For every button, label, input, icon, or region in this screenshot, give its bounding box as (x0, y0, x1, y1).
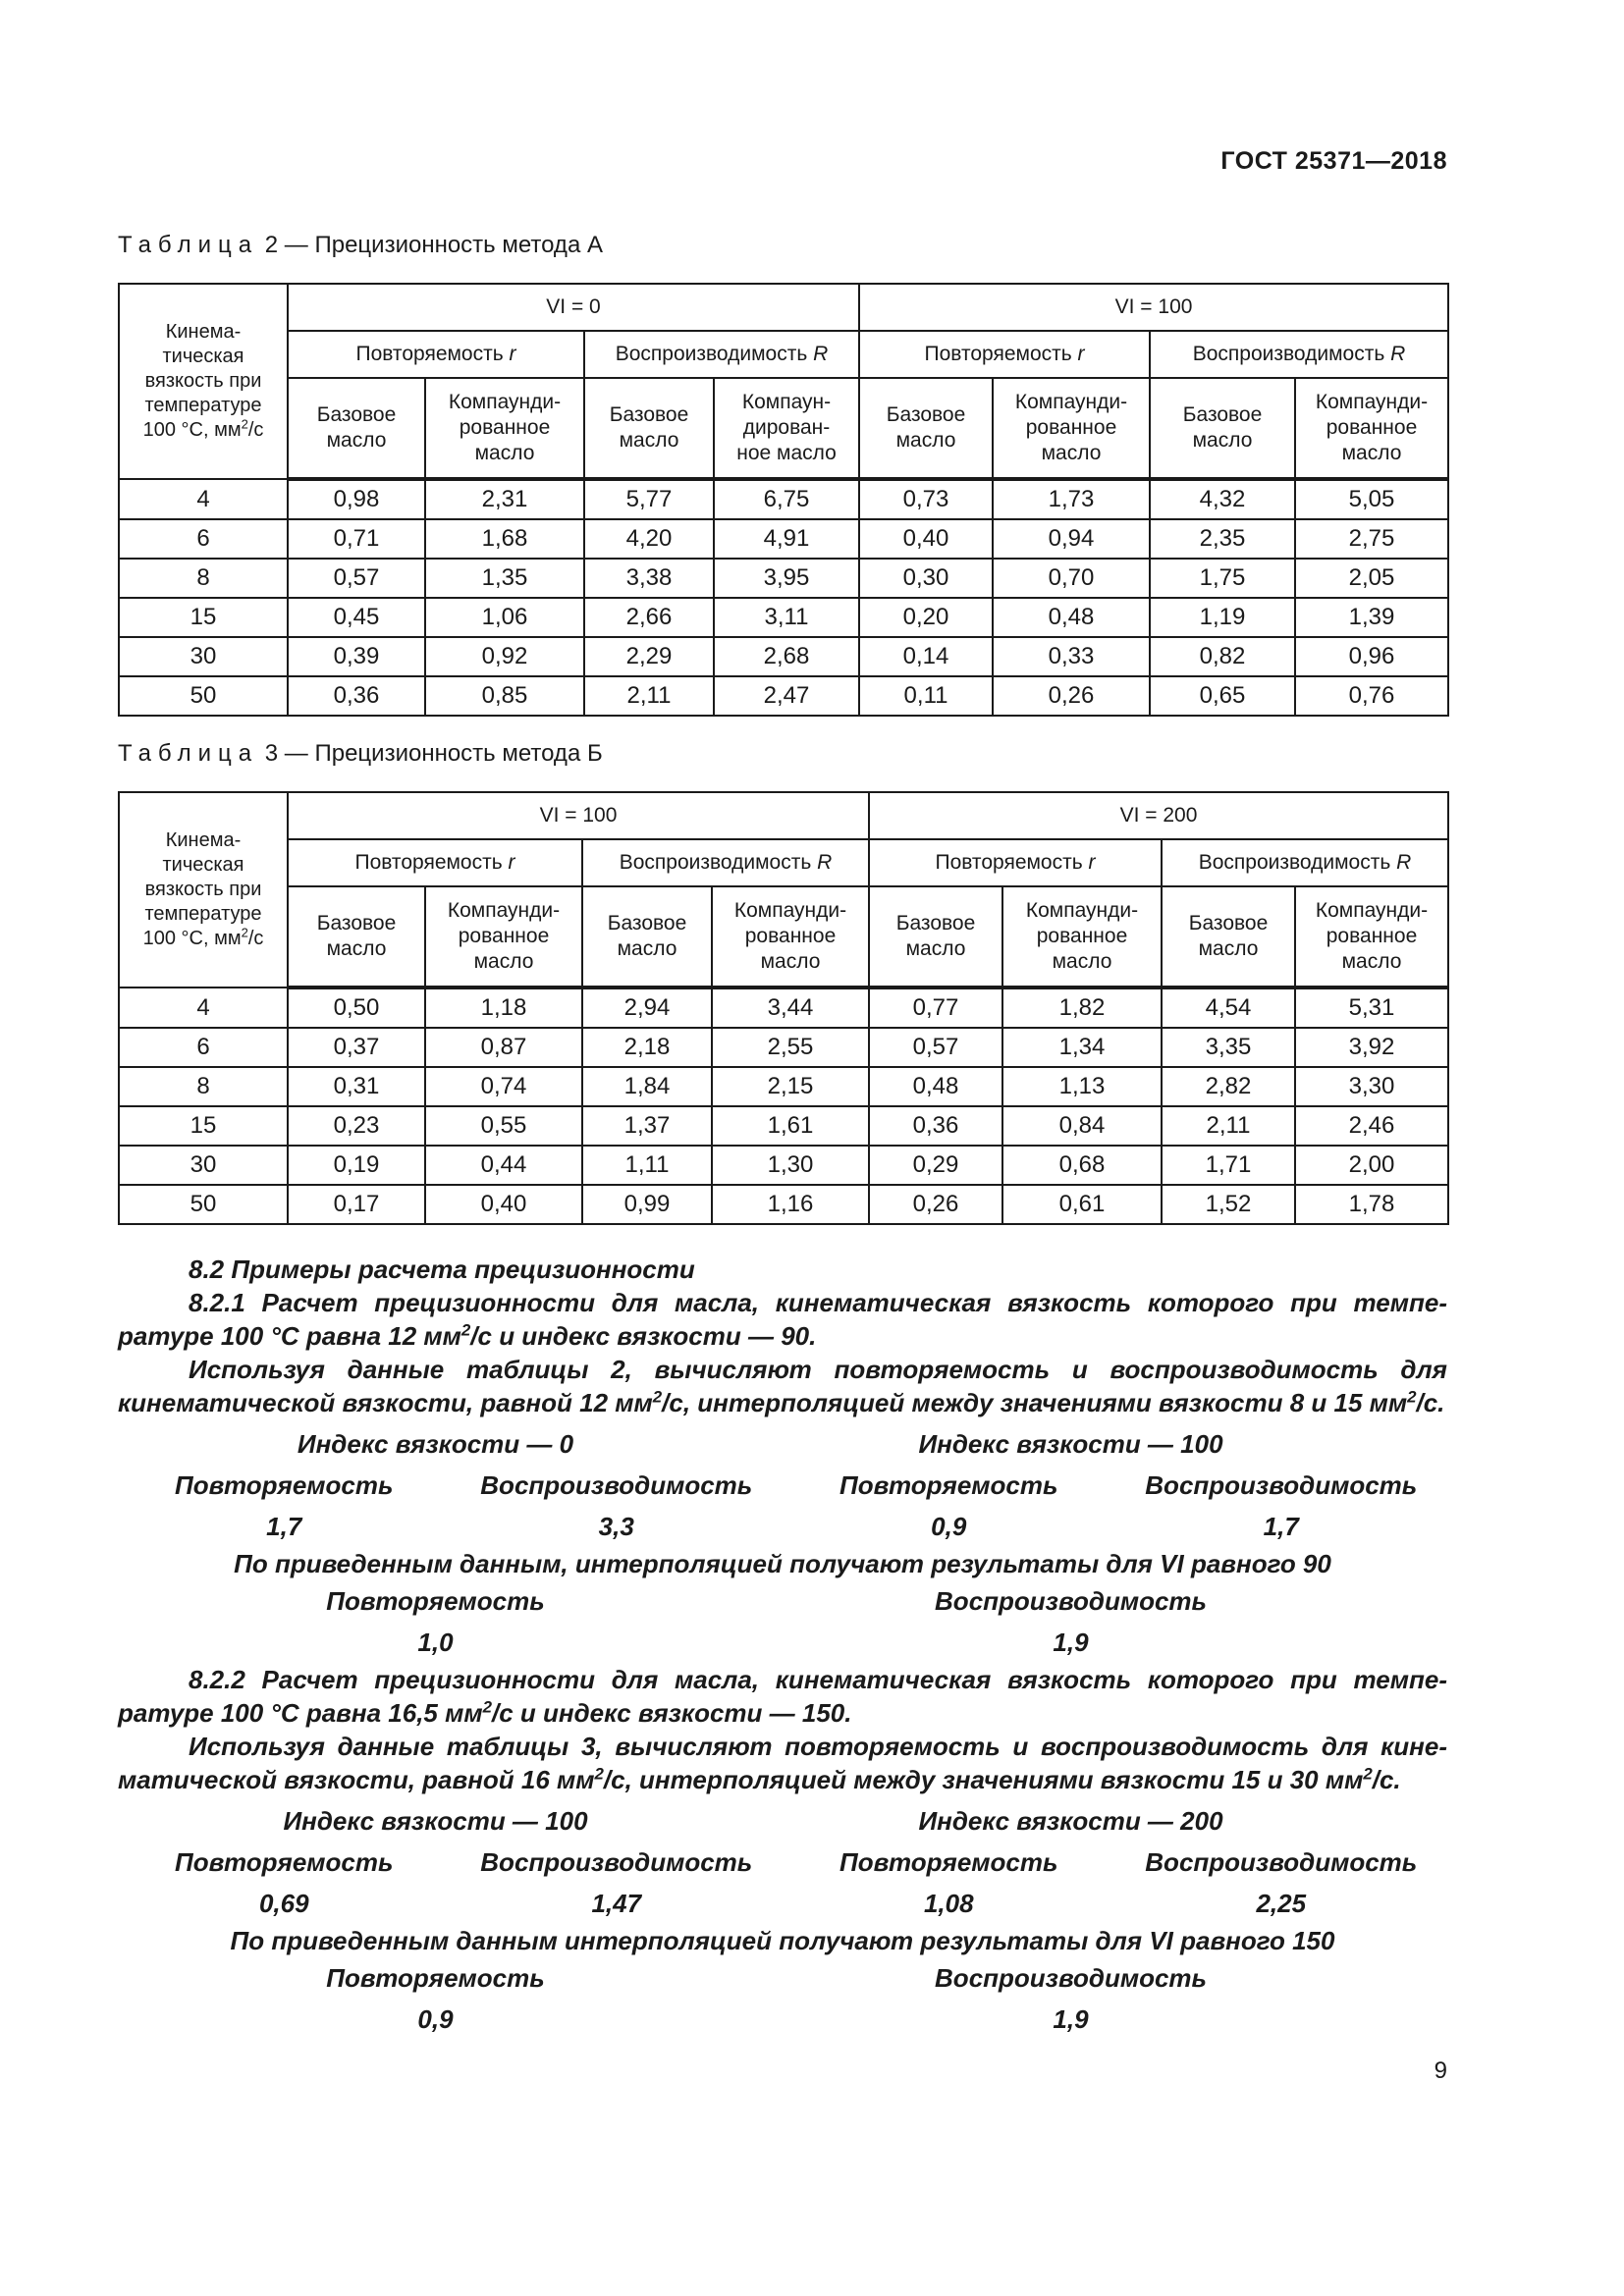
value-cell: 0,37 (288, 1028, 425, 1067)
section-8-2 (118, 1253, 1447, 2036)
s2-result-values (118, 2002, 1447, 2036)
table-row (119, 1146, 1448, 1185)
table3-col-compound: Компаунди- рованное масло (1002, 886, 1162, 988)
table2-body (119, 479, 1448, 716)
table2-repro-right: Воспроизводимость R (1150, 331, 1448, 378)
value-cell: 2,35 (1150, 519, 1295, 559)
value-cell: 1,19 (1150, 598, 1295, 637)
s2-label: Повторяемость (839, 1847, 1058, 1877)
viscosity-cell: 4 (119, 988, 288, 1028)
table2-col-base: Базовое масло (1150, 378, 1295, 479)
table3-body (119, 988, 1448, 1224)
s2-result-value: 1,9 (1053, 2004, 1089, 2034)
s1-label: Воспроизводимость (480, 1470, 753, 1500)
value-cell: 0,57 (288, 559, 425, 598)
value-cell: 0,45 (288, 598, 425, 637)
value-cell: 0,73 (859, 479, 993, 519)
value-cell: 4,54 (1162, 988, 1295, 1028)
table2-col-compound: Компаунди- рованное масло (425, 378, 584, 479)
s1-values-row (118, 1510, 1447, 1543)
table-row (119, 676, 1448, 716)
value-cell: 1,37 (582, 1106, 712, 1146)
table3-caption-text: 3 — Прецизионность метода Б (264, 740, 603, 767)
table-row (119, 598, 1448, 637)
value-cell: 1,18 (425, 988, 582, 1028)
s1-result-label: Воспроизводимость (935, 1586, 1207, 1616)
s2-value: 1,08 (923, 1889, 974, 1918)
table-row (119, 1185, 1448, 1224)
s2-result-label: Повторяемость (326, 1963, 545, 1993)
section-heading: 8.2 Примеры расчета прецизионности (189, 1255, 695, 1284)
value-cell: 1,52 (1162, 1185, 1295, 1224)
table2-vi-right: VI = 100 (859, 284, 1448, 331)
viscosity-cell: 30 (119, 637, 288, 676)
s2-value: 1,47 (591, 1889, 642, 1918)
value-cell: 1,78 (1295, 1185, 1448, 1224)
value-cell: 0,84 (1002, 1106, 1162, 1146)
table3-col-compound: Компаунди- рованное масло (425, 886, 582, 988)
value-cell: 0,71 (288, 519, 425, 559)
viscosity-cell: 8 (119, 559, 288, 598)
value-cell: 2,68 (714, 637, 859, 676)
subsection-8-2-2-text: Используя данные таблицы 3, вычисляют повторяемость и воспроизводимость для кине-матической вязкости, равной 16 $мм^2/с$, интерполяцией между значениями вязкости 15 и 30 $мм^2/с$. (118, 1732, 1447, 1794)
value-cell: 0,74 (425, 1067, 582, 1106)
table3-col-base: Базовое масло (869, 886, 1002, 988)
value-cell: 1,11 (582, 1146, 712, 1185)
viscosity-cell: 6 (119, 1028, 288, 1067)
value-cell: 2,31 (425, 479, 584, 519)
table3-rep-right: Повторяемость r (869, 839, 1162, 886)
s1-result-value: 1,0 (417, 1628, 454, 1657)
table3-col-base: Базовое масло (582, 886, 712, 988)
s1-value: 0,9 (931, 1512, 967, 1541)
s2-vi-row (118, 1804, 1447, 1838)
table3-vi-right: VI = 200 (869, 792, 1448, 839)
value-cell: 2,94 (582, 988, 712, 1028)
value-cell: 0,96 (1295, 637, 1448, 676)
s1-result-line: По приведенным данным, интерполяцией получают результаты для VI равного 90 (234, 1549, 1331, 1578)
value-cell: 3,95 (714, 559, 859, 598)
table3 (118, 791, 1449, 1225)
subsection-8-2-2-title: 8.2.2 Расчет прецизионности для масла, кинематическая вязкость которого при темпе-ратуре 100 °С равна 16,5 $мм^2/с$ и индекс вязкости — 150. (118, 1665, 1447, 1728)
value-cell: 1,82 (1002, 988, 1162, 1028)
viscosity-cell: 50 (119, 1185, 288, 1224)
table3-row-header: Кинема- тическая вязкость при температуре 100 °С, $мм^2/с$ (119, 792, 288, 988)
table2-caption-text: 2 — Прецизионность метода А (264, 232, 603, 258)
value-cell: 0,87 (425, 1028, 582, 1067)
value-cell: 0,31 (288, 1067, 425, 1106)
s1-result-values (118, 1626, 1447, 1659)
value-cell: 0,40 (425, 1185, 582, 1224)
s1-vi-right: Индекс вязкости — 100 (918, 1429, 1223, 1459)
value-cell: 0,30 (859, 559, 993, 598)
subsection-8-2-1-title: 8.2.1 Расчет прецизионности для масла, кинематическая вязкость которого при темпе-ратуре 100 °С равна 12 $мм^2/с$ и индекс вязкости — 90. (118, 1288, 1447, 1351)
value-cell: 5,77 (584, 479, 714, 519)
value-cell: 0,50 (288, 988, 425, 1028)
viscosity-cell: 8 (119, 1067, 288, 1106)
value-cell: 0,57 (869, 1028, 1002, 1067)
table2-col-base: Базовое масло (288, 378, 425, 479)
value-cell: 0,94 (993, 519, 1150, 559)
s1-result-value: 1,9 (1053, 1628, 1089, 1657)
value-cell: 5,05 (1295, 479, 1448, 519)
table2-col-compound: Компаунди- рованное масло (993, 378, 1150, 479)
table2-col-base: Базовое масло (584, 378, 714, 479)
s2-vi-left: Индекс вязкости — 100 (283, 1806, 588, 1836)
viscosity-cell: 50 (119, 676, 288, 716)
s1-value: 1,7 (266, 1512, 302, 1541)
viscosity-cell: 15 (119, 598, 288, 637)
table2-vi-left: VI = 0 (288, 284, 859, 331)
value-cell: 2,66 (584, 598, 714, 637)
value-cell: 3,38 (584, 559, 714, 598)
value-cell: 1,61 (712, 1106, 869, 1146)
value-cell: 1,39 (1295, 598, 1448, 637)
table-row (119, 479, 1448, 519)
value-cell: 0,55 (425, 1106, 582, 1146)
value-cell: 2,18 (582, 1028, 712, 1067)
value-cell: 2,47 (714, 676, 859, 716)
value-cell: 1,71 (1162, 1146, 1295, 1185)
value-cell: 1,30 (712, 1146, 869, 1185)
value-cell: 0,48 (869, 1067, 1002, 1106)
viscosity-cell: 15 (119, 1106, 288, 1146)
table2-rep-left: Повторяемость r (288, 331, 584, 378)
viscosity-cell: 30 (119, 1146, 288, 1185)
s1-label: Повторяемость (839, 1470, 1058, 1500)
table3-rep-left: Повторяемость r (288, 839, 582, 886)
value-cell: 0,26 (869, 1185, 1002, 1224)
table-row (119, 988, 1448, 1028)
table2-col-compound: Компаунди- рованное масло (1295, 378, 1448, 479)
s2-value: 0,69 (258, 1889, 309, 1918)
value-cell: 0,61 (1002, 1185, 1162, 1224)
value-cell: 1,84 (582, 1067, 712, 1106)
value-cell: 0,11 (859, 676, 993, 716)
value-cell: 1,16 (712, 1185, 869, 1224)
value-cell: 3,35 (1162, 1028, 1295, 1067)
table2-rep-right: Повторяемость r (859, 331, 1150, 378)
table-row (119, 559, 1448, 598)
value-cell: 1,34 (1002, 1028, 1162, 1067)
s2-value: 2,25 (1256, 1889, 1307, 1918)
value-cell: 0,36 (288, 676, 425, 716)
s2-label: Воспроизводимость (480, 1847, 753, 1877)
s1-value: 3,3 (598, 1512, 634, 1541)
value-cell: 1,73 (993, 479, 1150, 519)
value-cell: 0,26 (993, 676, 1150, 716)
table2-col-compound: Компаун- дирован- ное масло (714, 378, 859, 479)
value-cell: 3,44 (712, 988, 869, 1028)
s2-result-labels (118, 1961, 1447, 1995)
value-cell: 1,06 (425, 598, 584, 637)
value-cell: 1,35 (425, 559, 584, 598)
table3-col-base: Базовое масло (288, 886, 425, 988)
viscosity-cell: 6 (119, 519, 288, 559)
value-cell: 0,20 (859, 598, 993, 637)
table-row (119, 1028, 1448, 1067)
table2-caption (118, 232, 603, 259)
table3-vi-left: VI = 100 (288, 792, 869, 839)
value-cell: 0,36 (869, 1106, 1002, 1146)
table-row (119, 519, 1448, 559)
value-cell: 1,68 (425, 519, 584, 559)
value-cell: 3,30 (1295, 1067, 1448, 1106)
s1-vi-left: Индекс вязкости — 0 (297, 1429, 574, 1459)
value-cell: 0,19 (288, 1146, 425, 1185)
value-cell: 2,55 (712, 1028, 869, 1067)
value-cell: 2,75 (1295, 519, 1448, 559)
s2-labels-row (118, 1845, 1447, 1879)
value-cell: 1,75 (1150, 559, 1295, 598)
s1-value: 1,7 (1263, 1512, 1299, 1541)
s2-vi-right: Индекс вязкости — 200 (918, 1806, 1223, 1836)
value-cell: 1,13 (1002, 1067, 1162, 1106)
table2-repro-left: Воспроизводимость R (584, 331, 859, 378)
table2 (118, 283, 1449, 717)
value-cell: 3,11 (714, 598, 859, 637)
value-cell: 0,44 (425, 1146, 582, 1185)
s2-values-row (118, 1887, 1447, 1920)
table3-repro-left: Воспроизводимость R (582, 839, 869, 886)
table3-repro-right: Воспроизводимость R (1162, 839, 1448, 886)
table3-caption (118, 740, 603, 768)
table2-row-header: Кинема- тическая вязкость при температуре 100 °С, $мм^2/с$ (119, 284, 288, 479)
value-cell: 0,33 (993, 637, 1150, 676)
value-cell: 0,29 (869, 1146, 1002, 1185)
s1-labels-row (118, 1468, 1447, 1502)
s2-label: Повторяемость (175, 1847, 394, 1877)
table3-caption-prefix: Таблица (118, 740, 259, 767)
table2-col-base: Базовое масло (859, 378, 993, 479)
value-cell: 5,31 (1295, 988, 1448, 1028)
value-cell: 0,99 (582, 1185, 712, 1224)
s1-label: Воспроизводимость (1145, 1470, 1418, 1500)
value-cell: 0,17 (288, 1185, 425, 1224)
value-cell: 0,65 (1150, 676, 1295, 716)
value-cell: 2,82 (1162, 1067, 1295, 1106)
value-cell: 0,70 (993, 559, 1150, 598)
table-row (119, 637, 1448, 676)
table-row (119, 1067, 1448, 1106)
value-cell: 2,00 (1295, 1146, 1448, 1185)
table-row (119, 1106, 1448, 1146)
s1-vi-row (118, 1427, 1447, 1461)
value-cell: 4,91 (714, 519, 859, 559)
table3-col-compound: Компаунди- рованное масло (712, 886, 869, 988)
value-cell: 6,75 (714, 479, 859, 519)
value-cell: 0,68 (1002, 1146, 1162, 1185)
s1-result-label: Повторяемость (326, 1586, 545, 1616)
document-header: ГОСТ 25371—2018 (1220, 147, 1447, 175)
value-cell: 2,05 (1295, 559, 1448, 598)
value-cell: 0,14 (859, 637, 993, 676)
s2-result-value: 0,9 (417, 2004, 454, 2034)
value-cell: 0,82 (1150, 637, 1295, 676)
value-cell: 0,39 (288, 637, 425, 676)
value-cell: 3,92 (1295, 1028, 1448, 1067)
table3-col-compound: Компаунди- рованное масло (1295, 886, 1448, 988)
value-cell: 0,92 (425, 637, 584, 676)
table3-col-base: Базовое масло (1162, 886, 1295, 988)
value-cell: 2,15 (712, 1067, 869, 1106)
s1-result-labels (118, 1584, 1447, 1618)
value-cell: 0,48 (993, 598, 1150, 637)
value-cell: 2,46 (1295, 1106, 1448, 1146)
value-cell: 2,11 (1162, 1106, 1295, 1146)
value-cell: 2,29 (584, 637, 714, 676)
value-cell: 0,77 (869, 988, 1002, 1028)
viscosity-cell: 4 (119, 479, 288, 519)
value-cell: 0,40 (859, 519, 993, 559)
subsection-8-2-1-text: Используя данные таблицы 2, вычисляют повторяемость и воспроизводимость для кинематической вязкости, равной 12 $мм^2/с$, интерполяцией между значениями вязкости 8 и 15 $мм^2/с$. (118, 1355, 1447, 1417)
value-cell: 2,11 (584, 676, 714, 716)
s2-label: Воспроизводимость (1145, 1847, 1418, 1877)
value-cell: 0,98 (288, 479, 425, 519)
table2-caption-prefix: Таблица (118, 232, 259, 258)
value-cell: 0,23 (288, 1106, 425, 1146)
s2-result-label: Воспроизводимость (935, 1963, 1207, 1993)
value-cell: 4,20 (584, 519, 714, 559)
s1-label: Повторяемость (175, 1470, 394, 1500)
value-cell: 4,32 (1150, 479, 1295, 519)
value-cell: 0,76 (1295, 676, 1448, 716)
s2-result-line: По приведенным данным интерполяцией получают результаты для VI равного 150 (230, 1926, 1335, 1955)
value-cell: 0,85 (425, 676, 584, 716)
page-number: 9 (1434, 2057, 1447, 2084)
